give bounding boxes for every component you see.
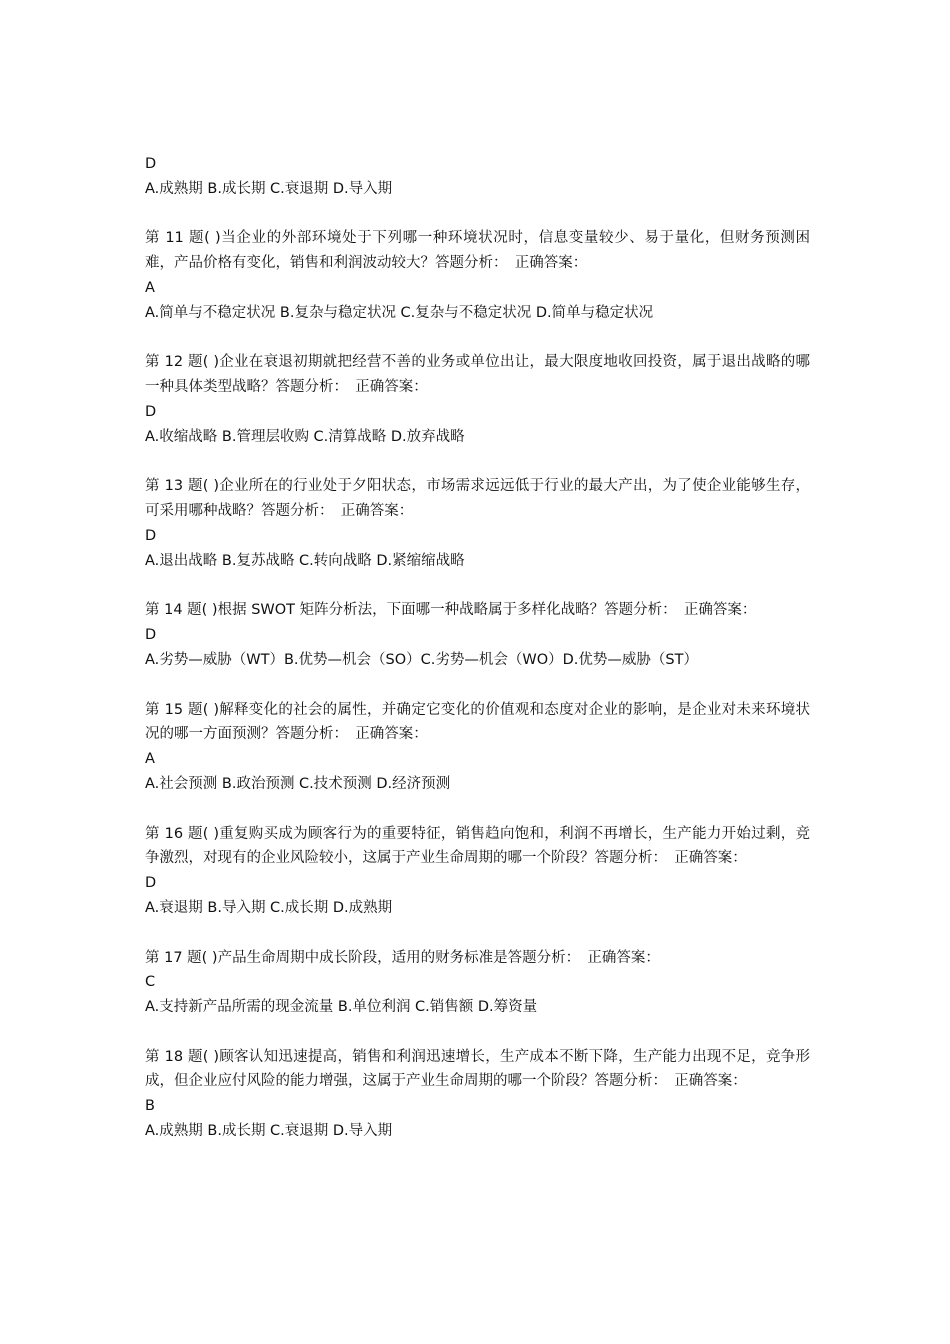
answer-text: A: [145, 279, 155, 296]
question-block-12: [145, 350, 810, 449]
answer-text: D: [145, 527, 157, 544]
options-text: A.社会预测 B.政治预测 C.技术预测 D.经济预测: [145, 775, 451, 792]
answer-text: D: [145, 403, 157, 420]
question-block-top: [145, 152, 810, 202]
question-block-18: [145, 1045, 810, 1144]
options-text: A.支持新产品所需的现金流量 B.单位利润 C.销售额 D.筹资量: [145, 999, 538, 1016]
answer-text: C: [145, 974, 156, 991]
question-text: 第 18 题( )顾客认知迅速提高，销售和利润迅速增长，生产成本不断下降，生产能力出现不足，竞争形成，但企业应付风险的能力增强，这属于产业生命周期的哪一个阶段？答题分析： 正确答案：: [145, 1048, 810, 1090]
question-text: 第 11 题( )当企业的外部环境处于下列哪一种环境状况时，信息变量较少、易于量化，但财务预测困难，产品价格有变化，销售和利润波动较大？答题分析： 正确答案：: [145, 230, 810, 272]
answer-text: D: [145, 875, 157, 892]
question-block-14: [145, 598, 810, 672]
question-block-15: [145, 698, 810, 797]
answer-text: A: [145, 751, 155, 768]
question-block-11: [145, 226, 810, 325]
question-block-16: [145, 822, 810, 921]
options-text: A.退出战略 B.复苏战略 C.转向战略 D.紧缩缩战略: [145, 552, 465, 569]
question-text: 第 13 题( )企业所在的行业处于夕阳状态，市场需求远远低于行业的最大产出，为了使企业能够生存，可采用哪种战略？答题分析： 正确答案：: [145, 478, 810, 520]
answer-text: D: [145, 627, 157, 644]
question-text: 第 17 题( )产品生命周期中成长阶段，适用的财务标准是答题分析： 正确答案：: [145, 949, 660, 966]
question-block-17: [145, 946, 810, 1020]
options-text: A.成熟期 B.成长期 C.衰退期 D.导入期: [145, 1123, 393, 1140]
options-text: A.劣势—威胁（WT）B.优势—机会（SO）C.劣势—机会（WO）D.优势—威胁（ST）: [145, 651, 698, 668]
document-page: [145, 152, 810, 1169]
options-text: A.衰退期 B.导入期 C.成长期 D.成熟期: [145, 899, 393, 916]
question-text: 第 14 题( )根据 SWOT 矩阵分析法，下面哪一种战略属于多样化战略？答题分析： 正确答案：: [145, 602, 757, 619]
options-text: A.简单与不稳定状况 B.复杂与稳定状况 C.复杂与不稳定状况 D.简单与稳定状况: [145, 304, 654, 321]
question-text: 第 16 题( )重复购买成为顾客行为的重要特征，销售趋向饱和，利润不再增长，生产能力开始过剩，竞争激烈，对现有的企业风险较小，这属于产业生命周期的哪一个阶段？答题分析： 正确答案：: [145, 825, 810, 867]
answer-text: B: [145, 1098, 155, 1115]
answer-text: D: [145, 156, 157, 172]
options-text: A.收缩战略 B.管理层收购 C.清算战略 D.放弃战略: [145, 428, 465, 445]
question-text: 第 15 题( )解释变化的社会的属性，并确定它变化的价值观和态度对企业的影响，是企业对未来环境状况的哪一方面预测？答题分析： 正确答案：: [145, 701, 810, 743]
options-text: A.成熟期 B.成长期 C.衰退期 D.导入期: [145, 180, 393, 197]
question-text: 第 12 题( )企业在衰退初期就把经营不善的业务或单位出让，最大限度地收回投资，属于退出战略的哪一种具体类型战略？答题分析： 正确答案：: [145, 354, 810, 396]
question-block-13: [145, 474, 810, 573]
